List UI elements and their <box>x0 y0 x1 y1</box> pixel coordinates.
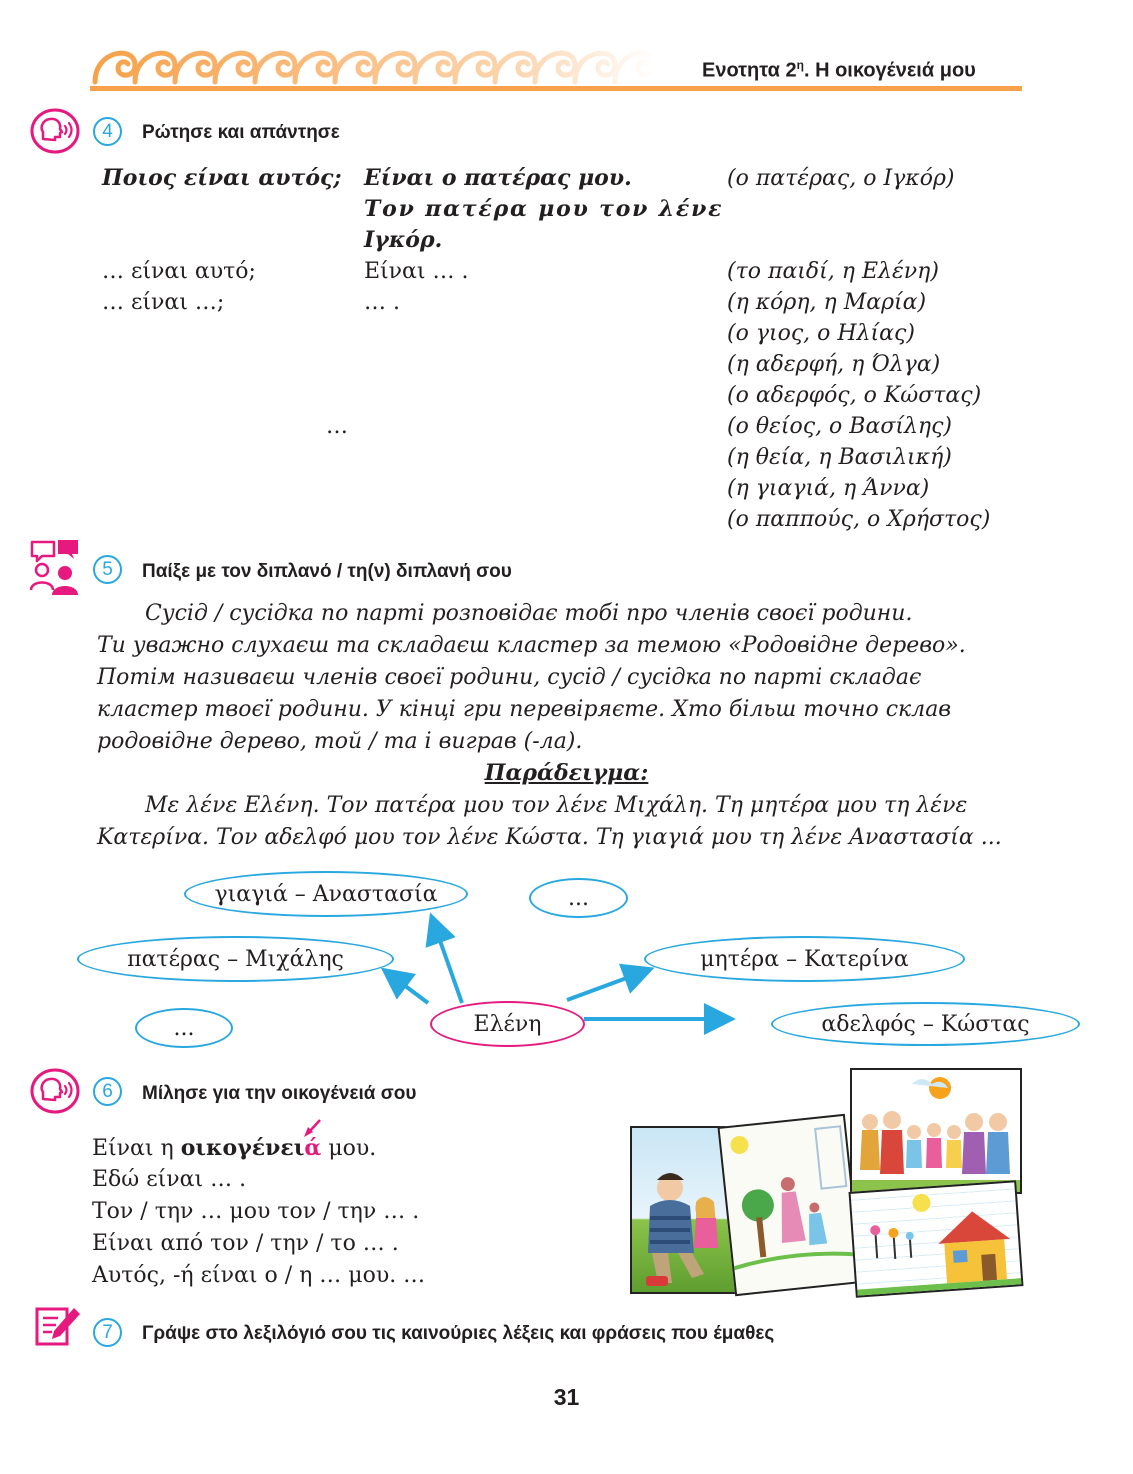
exercise-7-number: 7 <box>93 1318 122 1347</box>
arrow-to-father <box>400 982 428 1003</box>
hint-5: (η αδερφή, η Όλγα) <box>727 352 941 377</box>
writing-pencil-icon <box>34 1304 82 1348</box>
answer-3: … . <box>364 290 400 315</box>
unit-title: Ενοτητα $2^\eta$. Η οικογένειά μου <box>702 58 976 82</box>
exercise-6-number: 6 <box>93 1077 122 1106</box>
exercise-5-title: Παίξε με τον διπλανό / τη(ν) διπλανή σου <box>142 561 512 582</box>
exercise-5-number: 5 <box>93 555 122 584</box>
example-paragraph: Με λένε Ελένη. Τον πατέρα μου τον λένε Μιχάλη. Τη μητέρα μου τη λένε Κατερίνα. Τον αδελφό μου τον λένε Κώστα. Τη γιαγιά μου τη λένε Αναστασία ... <box>97 793 1002 850</box>
arrow-to-mother <box>567 976 632 1000</box>
bubble-empty-top: ... <box>529 878 628 918</box>
exercise-6-title: Μίλησε για την οικογένειά σου <box>142 1083 417 1104</box>
arrow-to-grandmother <box>438 935 462 1003</box>
answer-1-line-2: Τον πατέρα μου τον λένε <box>364 196 724 222</box>
bubble-grandmother: γιαγιά – Αναστασία <box>184 871 468 917</box>
phrase-2: Εδώ είναι … . <box>92 1167 247 1192</box>
exercise-4-title: Ρώτησε και απάντησε <box>142 122 340 143</box>
drawing-house-family <box>849 1180 1024 1297</box>
hint-6: (ο αδερφός, ο Κώστας) <box>727 383 982 408</box>
hint-4: (ο γιος, ο Ηλίας) <box>727 321 915 346</box>
hint-1: (ο πατέρας, ο Ιγκόρ) <box>727 166 955 191</box>
example-label: Παράδειγμα: <box>484 760 649 786</box>
answer-1-line-1: Είναι ο πατέρας μου. <box>364 165 632 191</box>
bubble-empty-left: ... <box>135 1008 233 1048</box>
question-3: … είναι …; <box>102 290 225 315</box>
hint-10: (ο παππούς, ο Χρήστος) <box>727 507 991 532</box>
bubble-brother: αδελφός – Κώστας <box>771 1002 1080 1046</box>
answer-1-line-3: Ιγκόρ. <box>364 227 443 253</box>
stress-arrow-icon <box>300 1118 324 1140</box>
hint-9: (η γιαγιά, η Άννα) <box>727 476 930 501</box>
hint-2: (το παιδί, η Ελένη) <box>727 259 939 284</box>
phrase-3: Τον / την … μου τον / την … . <box>92 1199 420 1224</box>
drawing-family-trees <box>717 1114 862 1296</box>
question-1: Ποιος είναι αυτός; <box>102 165 342 191</box>
question-2: … είναι αυτό; <box>102 259 256 284</box>
exercise-4-number: 4 <box>93 117 122 146</box>
hint-3: (η κόρη, η Μαρία) <box>727 290 927 315</box>
drawing-happy-family <box>850 1068 1022 1194</box>
hint-7: (ο θείος, ο Βασίλης) <box>727 414 952 439</box>
speaking-head-icon <box>30 1068 80 1114</box>
ellipsis: … <box>326 414 348 439</box>
answer-2: Είναι … . <box>364 259 469 284</box>
exercise-7-title: Γράψε στο λεξιλόγιό σου τις καινούριες λέξεις και φράσεις που έμαθες <box>142 1323 775 1344</box>
bubble-mother: μητέρα – Κατερίνα <box>644 936 965 982</box>
phrase-5: Αυτός, -ή είναι ο / η … μου. … <box>92 1263 426 1288</box>
hint-8: (η θεία, η Βασιλική) <box>727 445 952 470</box>
phrase-4: Είναι από τον / την / το … . <box>92 1231 399 1256</box>
bubble-center: Ελένη <box>430 1001 585 1047</box>
bubble-father: πατέρας – Μιχάλης <box>77 936 394 982</box>
page-number: 31 <box>553 1384 580 1410</box>
instructions-paragraph: Сусід / сусідка по парті розповідає тобі про членів своєї родини. Ти уважно слухаєш та складаєш кластер за темою «Родовідне дерево». Потім називаєш членів своєї родини, сусід / сусідка по парті складає кластер твоєї родини. У кінці гри перевіряєте. Хто більш точно склав родовідне дерево, той / та і виграв (-ла). <box>97 601 966 754</box>
phrase-1: Είναι η οικογένειά μου. <box>92 1135 377 1161</box>
